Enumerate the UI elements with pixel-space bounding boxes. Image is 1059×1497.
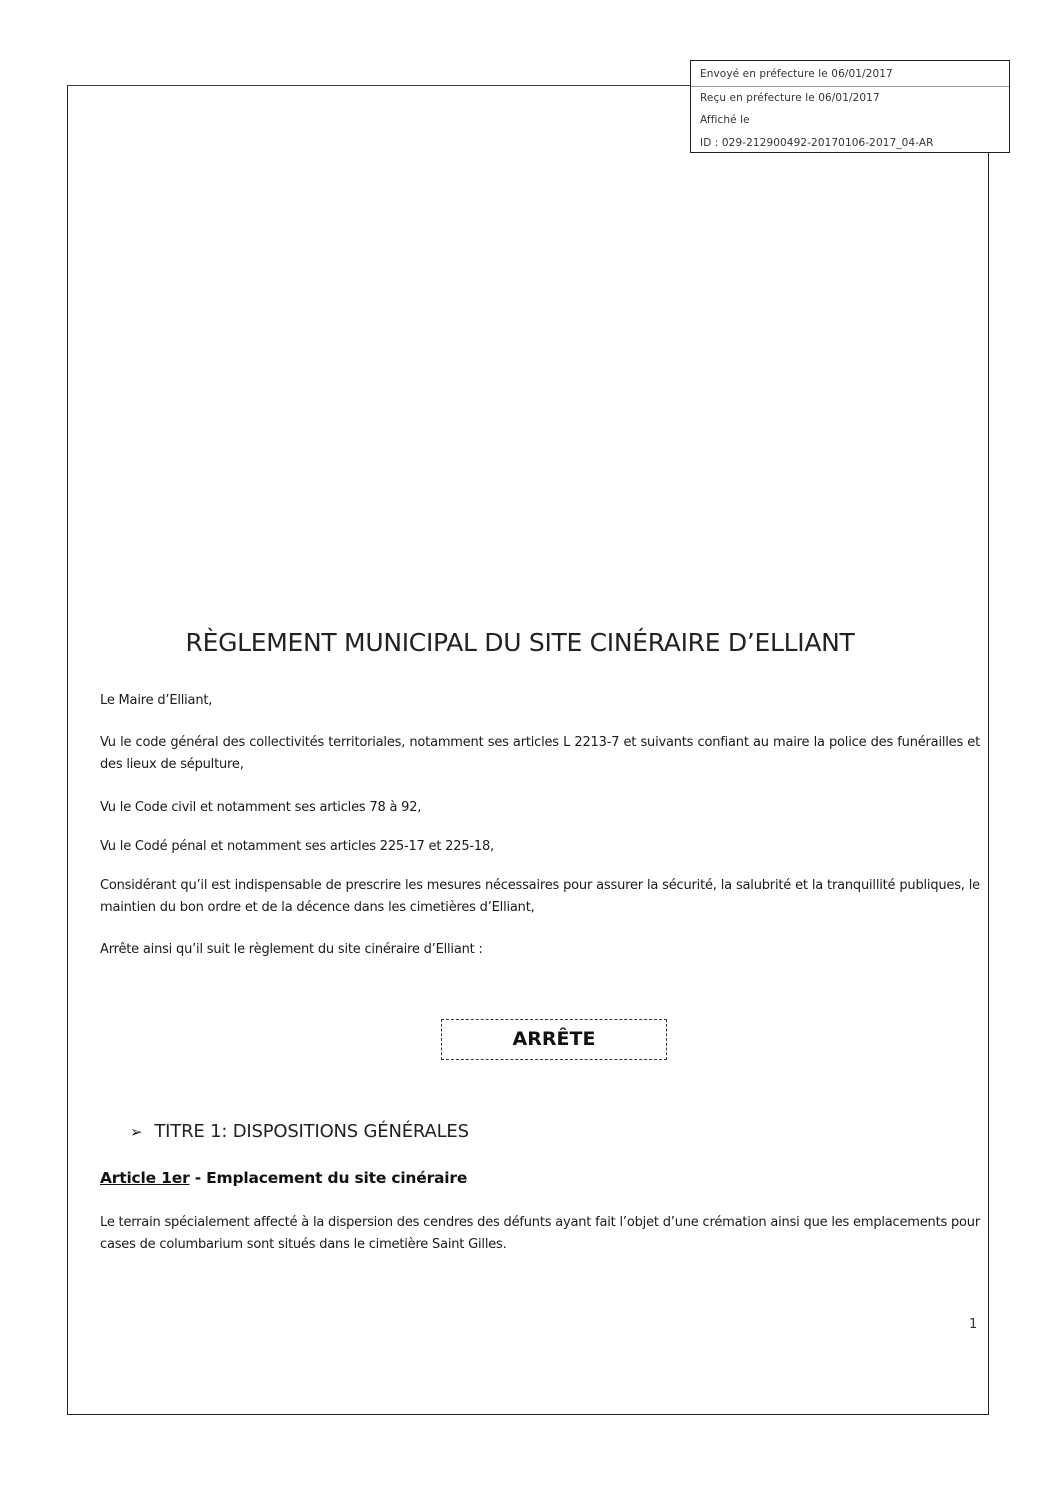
- stamp-sent-line: Envoyé en préfecture le 06/01/2017: [700, 68, 893, 80]
- prefecture-stamp: [690, 60, 1010, 153]
- paragraph-code-penal: Vu le Codé pénal et notamment ses articles 225-17 et 225-18,: [100, 839, 494, 854]
- stamp-id-line: ID : 029-212900492-20170106-2017_04-AR: [700, 137, 934, 149]
- article-number: Article 1er: [100, 1169, 190, 1187]
- document-title: RÈGLEMENT MUNICIPAL DU SITE CINÉRAIRE D’ELLIANT: [185, 628, 855, 657]
- paragraph-code-collectivites: Vu le code général des collectivités territoriales, notamment ses articles L 2213-7 et suivants confiant au maire la police des funérailles et des lieux de sépulture,: [100, 735, 980, 772]
- paragraph-arrete-ainsi: Arrête ainsi qu’il suit le règlement du site cinéraire d’Elliant :: [100, 942, 483, 957]
- article-body: Le terrain spécialement affecté à la dispersion des cendres des défunts ayant fait l’objet d’une crémation ainsi que les emplacements pour cases de columbarium sont situés dans le cimetière Saint Gilles.: [100, 1215, 980, 1252]
- arrete-heading: ARRÊTE: [441, 1019, 667, 1060]
- stamp-divider: [691, 86, 1009, 87]
- section-title-label: TITRE 1: DISPOSITIONS GÉNÉRALES: [154, 1121, 469, 1142]
- stamp-posted-line: Affiché le: [700, 114, 750, 126]
- section-title: [130, 1121, 469, 1142]
- paragraph-code-civil: Vu le Code civil et notamment ses articles 78 à 92,: [100, 800, 422, 815]
- stamp-received-line: Reçu en préfecture le 06/01/2017: [700, 92, 880, 104]
- paragraph-considerant: Considérant qu’il est indispensable de prescrire les mesures nécessaires pour assurer la sécurité, la salubrité et la tranquillité publiques, le maintien du bon ordre et de la décence dans les cimetières d’Elliant,: [100, 878, 980, 915]
- page-number: 1: [969, 1317, 978, 1332]
- article-heading: [100, 1169, 467, 1187]
- arrow-bullet-icon: ➢: [130, 1123, 143, 1141]
- article-title: - Emplacement du site cinéraire: [189, 1169, 468, 1187]
- paragraph-maire: Le Maire d’Elliant,: [100, 693, 213, 708]
